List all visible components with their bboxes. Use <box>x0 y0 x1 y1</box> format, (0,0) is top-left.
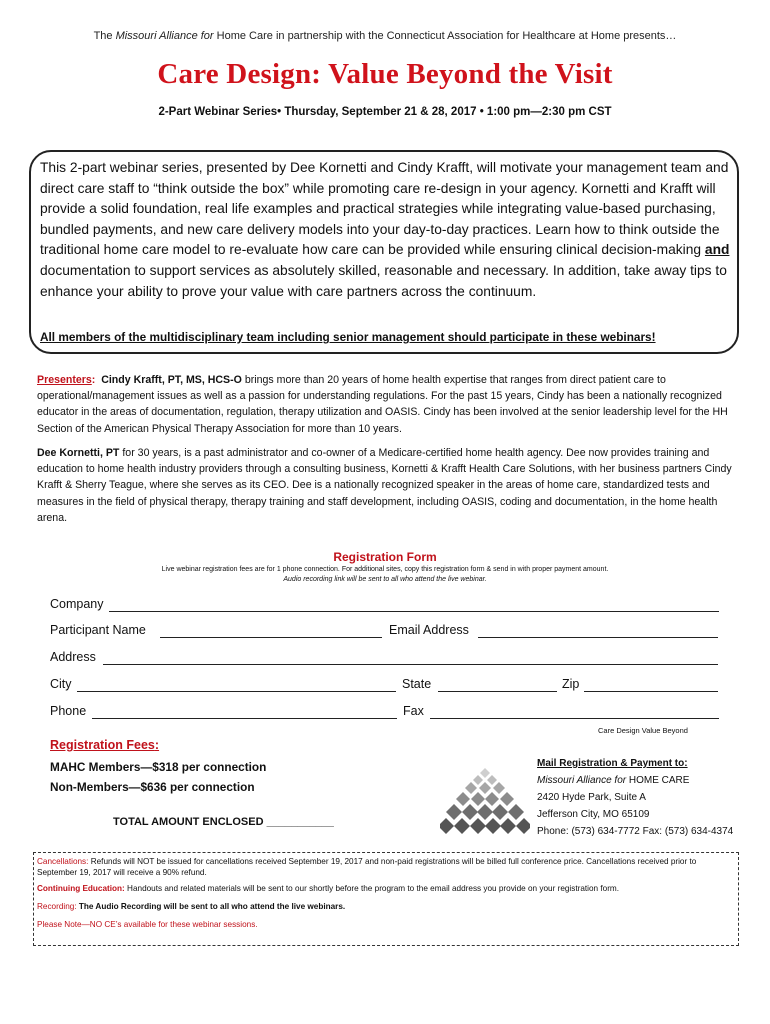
ce-label: Continuing Education: <box>37 884 125 893</box>
registration-audio-note: Audio recording link will be sent to all who attend the live webinar. <box>283 576 487 583</box>
recording-text: The Audio Recording will be sent to all who attend the live webinars. <box>76 902 346 911</box>
dee-name: Dee Kornetti, PT <box>37 447 120 459</box>
members-notice: All members of the multidisciplinary team including senior management should participate in these webinars! <box>40 330 656 344</box>
ce-note-text: Please Note—NO CE’s available for these webinar sessions. <box>37 920 258 929</box>
cindy-name: Cindy Krafft, PT, MS, HCS-O <box>101 374 242 386</box>
zip-label: Zip <box>562 677 580 691</box>
company-row <box>50 597 720 611</box>
description-after: documentation to support services as absolutely skilled, reasonable and necessary. In addition, take away tips to enhance your ability to prove your value with care partners across the continuum. <box>40 262 727 299</box>
presenter-dee <box>37 445 737 526</box>
dee-bio: for 30 years, is a past administrator and co-owner of a Medicare-certified home health agency. Dee now provides training and education to home health industry providers through a consulting business, Kornetti & Krafft Health Care Solutions, with her business partners Cindy Krafft & Sherry Teague, where she serves as its CEO. Dee is a nationally recognized speaker in the areas of home care, standardized tests and measures in the field of physical therapy, therapy training and staff development, including OASIS, coding and documentation, in the home health arena. <box>37 447 732 524</box>
mail-org <box>537 775 689 786</box>
fax-field[interactable] <box>430 718 719 719</box>
cancellation-text: Refunds will NOT be issued for cancellations received September 19, 2017 and non-paid registrations will be billed full conference price. Cancellations received prior to September 19, 2017 will receive a 90% refund. <box>37 857 697 877</box>
presenter-cindy: Presenters: Cindy Krafft, PT, MS, HCS-O brings more than 20 years of home health expertise that ranges from direct patient care to operational/management issues as well as a passion for understanding regulations. For the past 15 years, Cindy has been a nationally recognized educator in the areas of documentation, regulation, therapy utilization and OASIS. Cindy has been involved at the senior leadership level for the HH Section of the American Physical Therapy Association for more than 10 years. <box>37 374 728 435</box>
subtitle: 2-Part Webinar Series• Thursday, September 21 & 28, 2017 • 1:00 pm—2:30 pm CST <box>158 106 612 118</box>
state-label: State <box>402 677 432 691</box>
company-label: Company <box>50 597 104 611</box>
alliance-logo-icon <box>440 766 530 840</box>
total-amount: TOTAL AMOUNT ENCLOSED ___________ <box>113 816 334 828</box>
address-row <box>50 650 720 664</box>
cancellation-label: Cancellations: <box>37 857 89 866</box>
fees-title-text: Registration Fees <box>50 738 155 752</box>
zip-field[interactable] <box>584 691 718 692</box>
city-field[interactable] <box>77 691 396 692</box>
registration-title: Registration Form <box>333 550 437 564</box>
address-field[interactable] <box>103 664 718 665</box>
mail-phone: Phone: (573) 634-7772 Fax: (573) 634-4374 <box>537 826 734 837</box>
intro-pre: The <box>93 30 116 42</box>
intro-org: Missouri Alliance for <box>115 30 214 42</box>
email-label: Email Address <box>389 623 469 637</box>
participant-name-field[interactable] <box>160 637 382 638</box>
ce-text: Handouts and related materials will be sent to our shortly before the program to the email address you provide on your registration form. <box>124 884 620 893</box>
mail-org-italic: Missouri Alliance for <box>537 775 627 786</box>
description-text <box>40 158 730 302</box>
description-emphasis: and <box>704 242 730 258</box>
participant-label: Participant Name <box>50 623 146 637</box>
cindy-bio: brings more than 20 years of home health expertise that ranges from direct patient care to operational/management issues as well as a passion for understanding regulations. For the past 15 years, Cindy has been a nationally recognized educator in the areas of documentation, regulation, therapy utilization and OASIS. Cindy has been involved at the senior leadership level for the HH Section of the American Physical Therapy Association for more than 10 years. <box>37 374 728 435</box>
mail-city: Jefferson City, MO 65109 <box>537 809 650 820</box>
mail-heading: Mail Registration & Payment to: <box>537 758 688 769</box>
description-before: This 2-part webinar series, presented by Dee Kornetti and Cindy Krafft, will motivate your management team and direct care staff to “think outside the box” while promoting care re-design in your agency. Kornetti and Krafft will provide a solid foundation, real life examples and practical strategies while integrating value-based purchasing, bundled payments, and new care delivery models into your day-to-day practices. Learn how to think outside the traditional home care model to re-evaluate how care can be provided while ensuring clinical decision-making <box>40 160 729 258</box>
phone-field[interactable] <box>92 718 397 719</box>
email-field[interactable] <box>478 637 718 638</box>
presenters-label: Presenters <box>37 374 92 386</box>
address-label: Address <box>50 650 96 664</box>
city-label: City <box>50 677 72 691</box>
fax-label: Fax <box>403 704 424 718</box>
participant-row <box>50 623 720 637</box>
footer-tag: Care Design Value Beyond <box>598 726 688 735</box>
mail-org-rest: HOME CARE <box>626 775 690 786</box>
fees-title-colon: : <box>154 738 160 752</box>
fee-members: MAHC Members—$318 per connection <box>50 760 267 774</box>
mail-street: 2420 Hyde Park, Suite A <box>537 792 646 803</box>
cancellation-policy <box>37 856 735 878</box>
recording-policy <box>37 901 735 912</box>
intro-post: Home Care in partnership with the Connecticut Association for Healthcare at Home presents… <box>213 30 677 42</box>
registration-note: Live webinar registration fees are for 1 phone connection. For additional sites, copy this registration form & send in with proper payment amount. <box>161 566 609 573</box>
intro-line <box>0 30 770 42</box>
city-row <box>50 677 720 691</box>
ce-note <box>37 919 735 930</box>
fee-nonmembers: Non-Members—$636 per connection <box>50 780 255 794</box>
recording-label: Recording: <box>37 902 77 911</box>
page-title: Care Design: Value Beyond the Visit <box>157 58 613 90</box>
ce-policy <box>37 883 735 894</box>
state-field[interactable] <box>438 691 557 692</box>
fees-title <box>50 738 159 752</box>
phone-label: Phone <box>50 704 87 718</box>
company-field[interactable] <box>109 611 719 612</box>
phone-row <box>50 704 720 718</box>
